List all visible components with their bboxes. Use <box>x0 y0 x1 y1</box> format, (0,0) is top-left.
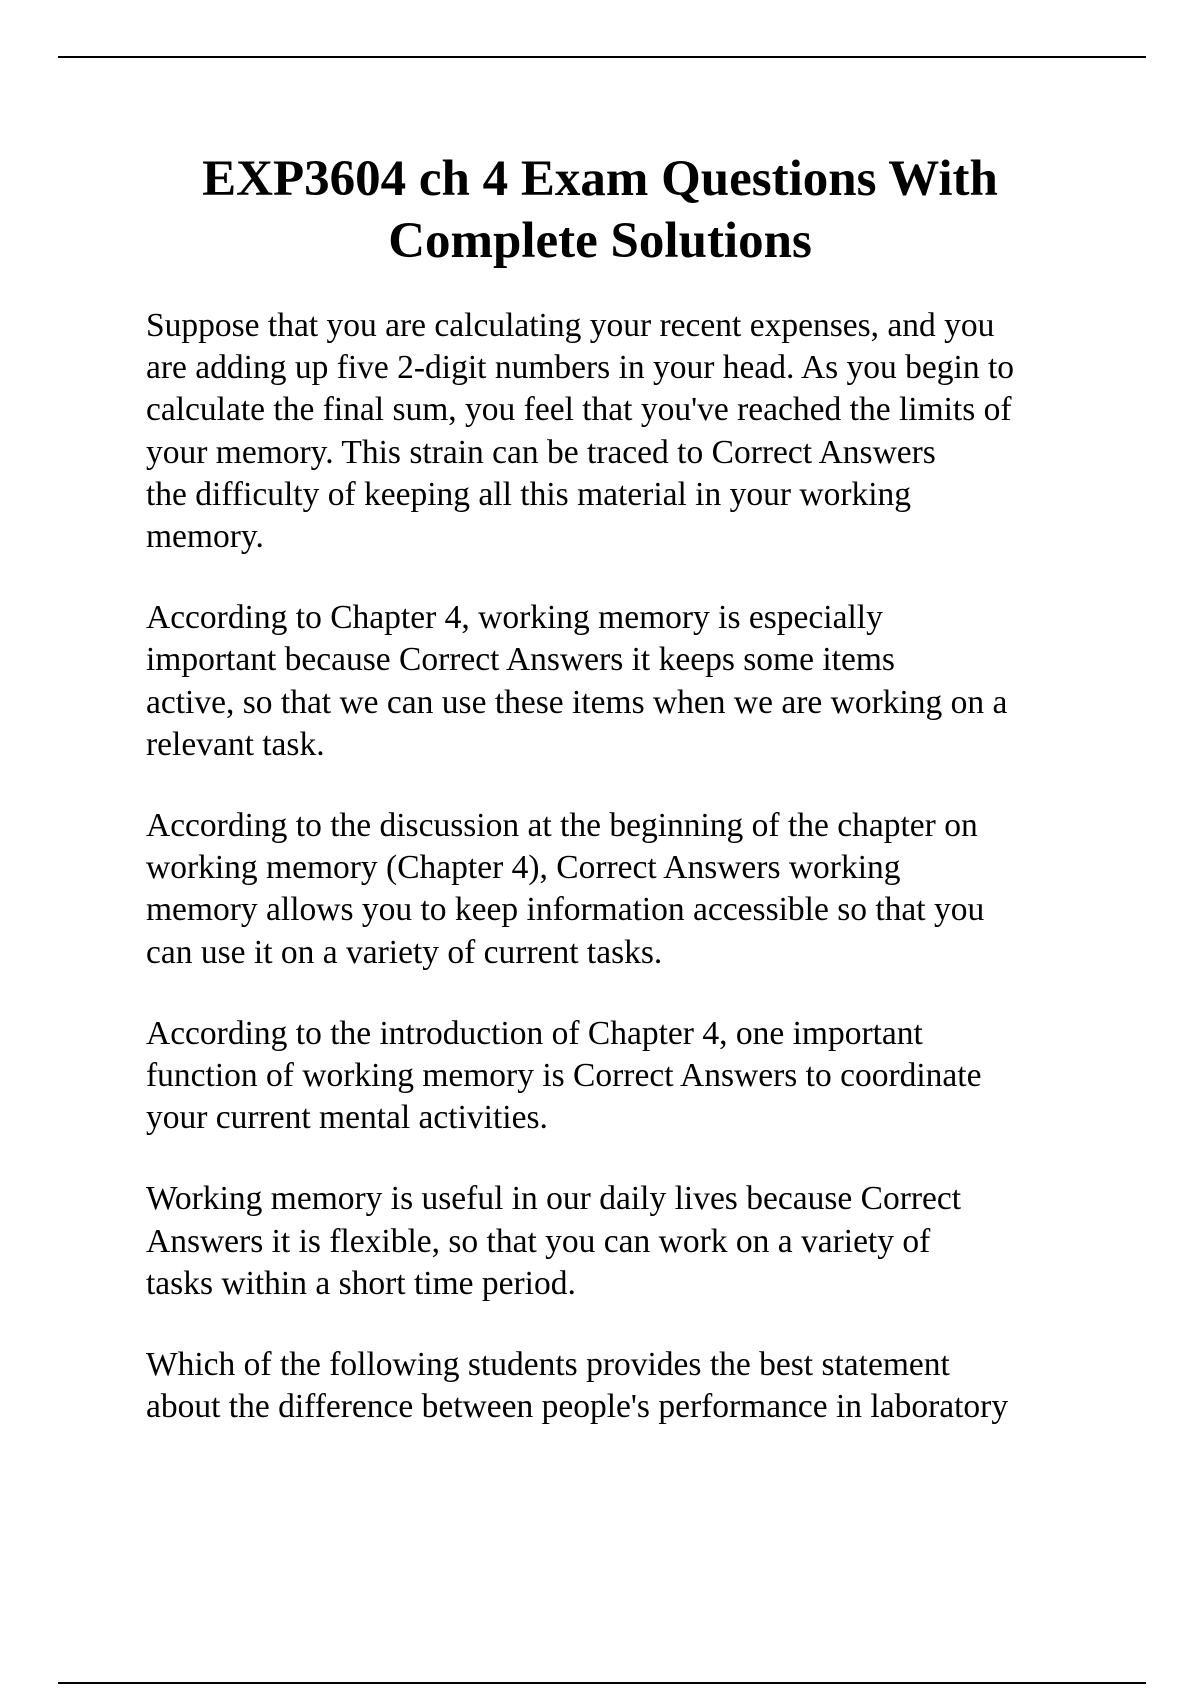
qa-entry-5: Working memory is useful in our daily lives because Correct Answers it is flexible, so that you can work on a variety of tasks within a short time period. <box>146 1180 962 1302</box>
qa-entry-1: Suppose that you are calculating your recent expenses, and you are adding up five 2-digit numbers in your head. As you begin to calculate the final sum, you feel that you've reached the limits of your memory. This strain can be traced to Correct Answers the difficulty of keeping all this material in your working memory. <box>146 307 1015 556</box>
qa-entry-3: According to the discussion at the beginning of the chapter on working memory (Chapter 4), Correct Answers working memory allows you to keep information accessible so that you can use it on a variety of current tasks. <box>146 807 985 971</box>
qa-entry-2: According to Chapter 4, working memory is especially important because Correct Answers it keeps some items active, so that we can use these items when we are working on a relevant task. <box>146 599 1008 763</box>
bottom-rule <box>58 1682 1146 1684</box>
top-rule <box>58 56 1146 58</box>
qa-content <box>146 305 1096 1467</box>
qa-entry-6: Which of the following students provides the best statement about the difference between people's performance in laboratory <box>146 1346 1009 1426</box>
page-title: EXP3604 ch 4 Exam Questions With Complete Solutions <box>202 151 998 269</box>
qa-entry-4: According to the introduction of Chapter 4, one important function of working memory is Correct Answers to coordinate your current mental activities. <box>146 1014 982 1137</box>
